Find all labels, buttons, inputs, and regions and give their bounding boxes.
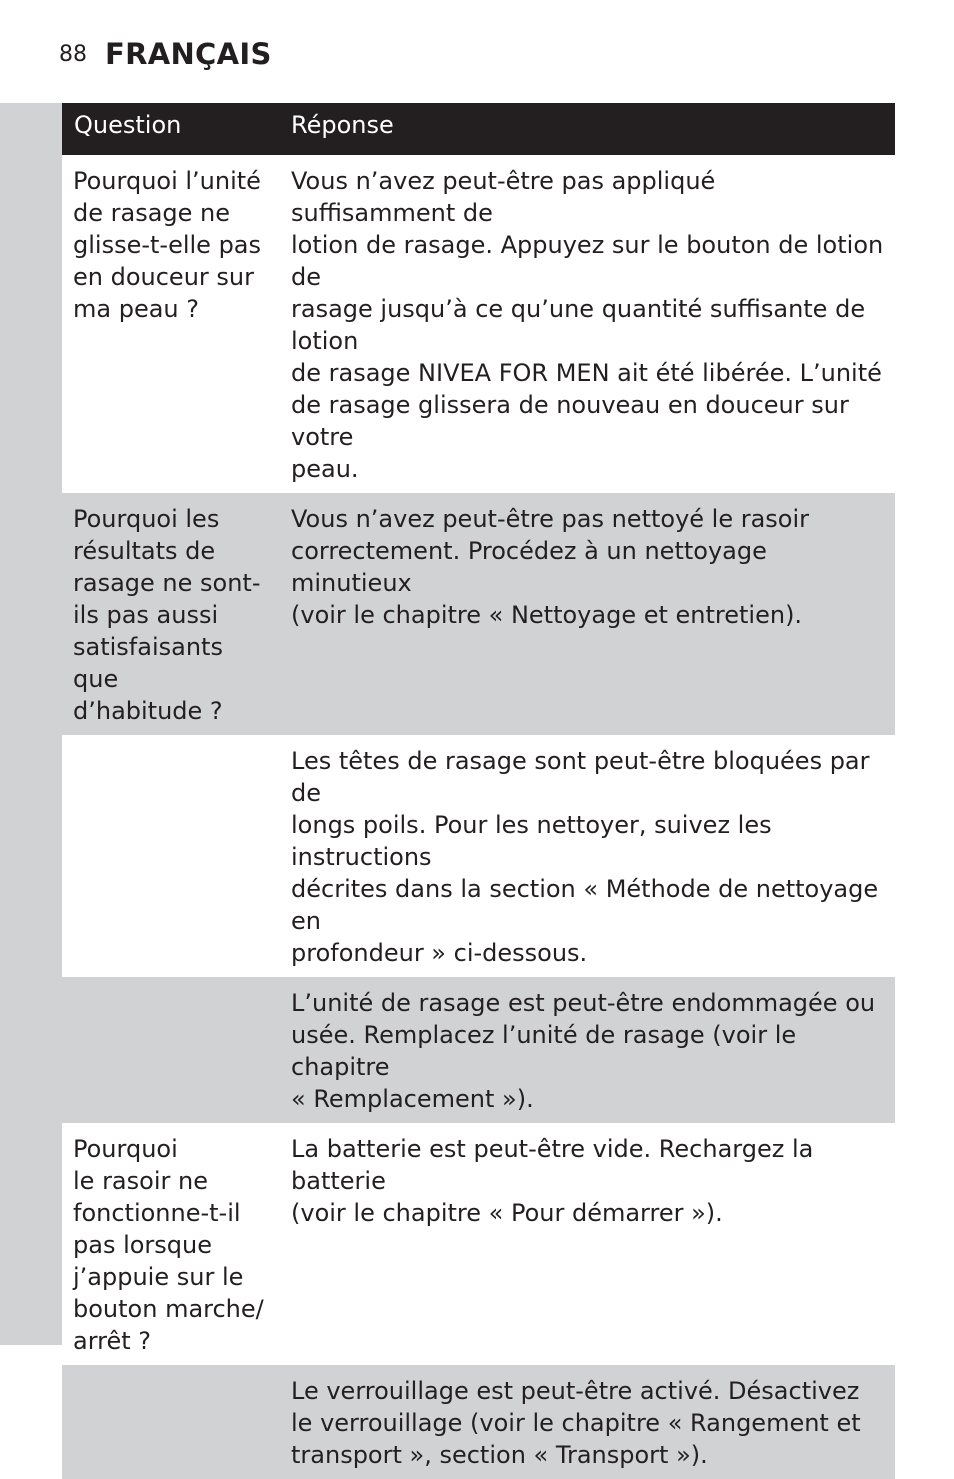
answer-cell: Vous n’avez peut-être pas appliqué suffisamment de lotion de rasage. Appuyez sur le bouton de lotion de rasage jusqu’à ce qu’une quantité suffisante de lotion de rasage NIVEA FOR MEN ait été libérée. L’unité de rasage glissera de nouveau en douceur sur votre peau. [271,155,895,493]
table-row [62,1365,895,1479]
question-cell: Pourquoi les résultats de rasage ne sont- ils pas aussi satisfaisants que d’habitude ? [62,493,271,735]
question-cell [62,977,271,1123]
answer-cell: Les têtes de rasage sont peut-être bloquées par de longs poils. Pour les nettoyer, suivez les instructions décrites dans la section « Méthode de nettoyage en profondeur » ci-dessous. [271,735,895,977]
answer-cell: La batterie est peut-être vide. Rechargez la batterie (voir le chapitre « Pour démarrer »). [271,1123,895,1365]
answer-cell: Le verrouillage est peut-être activé. Désactivez le verrouillage (voir le chapitre « Rangement et transport », section « Transport »). [271,1365,895,1479]
question-cell: Pourquoi l’unité de rasage ne glisse-t-elle pas en douceur sur ma peau ? [62,155,271,493]
page-number: 88 [59,41,87,67]
question-column-header: Question [62,103,271,155]
faq-table [62,103,895,1479]
answer-cell: L’unité de rasage est peut-être endommagée ou usée. Remplacez l’unité de rasage (voir le chapitre « Remplacement »). [271,977,895,1123]
answer-cell: Vous n’avez peut-être pas nettoyé le rasoir correctement. Procédez à un nettoyage minutieux (voir le chapitre « Nettoyage et entretien). [271,493,895,735]
page-header [59,34,272,74]
question-cell [62,1365,271,1479]
table-row [62,1123,895,1365]
table-row [62,155,895,493]
answer-column-header: Réponse [271,103,895,155]
table-row [62,977,895,1123]
table-row [62,493,895,735]
table-row [62,735,895,977]
table-header-row [62,103,895,155]
question-cell [62,735,271,977]
section-title: FRANÇAIS [105,37,272,71]
question-cell: Pourquoi le rasoir ne fonctionne-t-il pas lorsque j’appuie sur le bouton marche/ arrêt ? [62,1123,271,1365]
